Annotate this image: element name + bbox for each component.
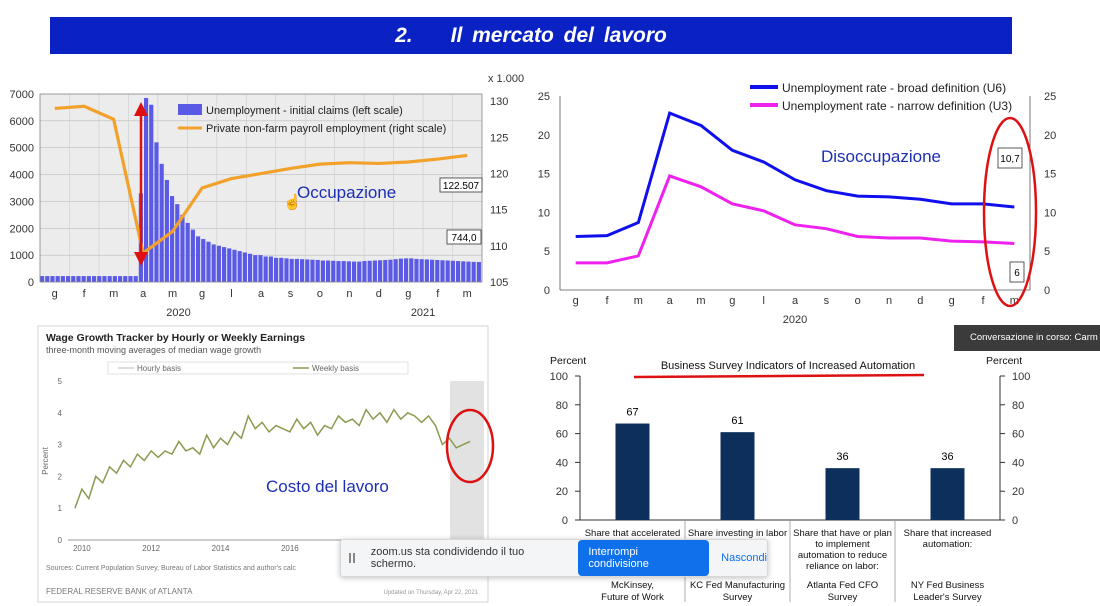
claims-bar [446,261,450,282]
x-tick: m [462,288,472,300]
claims-bar [160,164,164,282]
hide-button[interactable]: Nascondi [721,552,767,564]
source-label: Leader's Survey [913,592,982,603]
category-label: automation to reduce [797,550,888,561]
recession-shade [450,381,484,540]
y-tick-right: 10 [1044,207,1057,220]
claims-bar [321,261,325,282]
legend-label: Unemployment rate - narrow definition (U3) [782,99,1013,113]
claims-bar [279,258,283,282]
y-tick-right: 0 [1012,515,1019,527]
value-label: 6 [1014,268,1020,279]
claims-bar [206,242,210,282]
claims-bar [87,276,91,282]
claims-bar [222,247,226,282]
category-label: automation: [922,539,973,550]
claims-bar [264,256,268,282]
claims-bar [388,260,392,282]
y-label: Percent [41,447,50,475]
claims-bar [383,260,387,282]
claims-bar [357,262,361,282]
claims-bar [40,276,44,282]
footer-logo: FEDERAL RESERVE BANK of ATLANTA [46,587,193,596]
claims-bar [373,261,377,282]
claims-bar [409,258,413,282]
x-tick: 2014 [211,544,230,553]
x-tick: m [696,295,706,307]
claims-bar [461,261,465,282]
x-tick: m [109,288,119,300]
source-label: Survey [722,592,753,603]
x-tick: l [762,295,765,307]
legend-swatch-claims [178,104,202,115]
value-label: 122.507 [442,181,480,192]
claims-bar [316,260,320,282]
slide-title [50,17,1012,54]
y-tick: 5 [57,377,62,386]
x-tick: 2010 [72,544,91,553]
claims-bar [201,239,205,282]
claims-bar [253,255,257,282]
y-tick-right: 15 [1044,168,1057,181]
slide-number: 2. [395,24,413,47]
y-right-tick: 130 [490,96,509,109]
claims-bar [191,230,195,282]
y-tick-right: 60 [1012,428,1025,441]
claims-bar [212,244,216,282]
source-label: Survey [827,592,858,603]
x-tick: n [885,295,893,307]
y-tick-right: 20 [1044,129,1057,142]
y-tick: 60 [555,428,568,441]
value-label: 744,0 [451,233,477,244]
x-tick: 2012 [142,544,161,553]
y-tick: 0 [561,515,568,527]
claims-bar [50,276,54,282]
y-tick: 4 [57,408,62,418]
red-underline [634,375,924,377]
x-tick: n [346,288,353,300]
claims-bar [149,105,153,282]
x-tick: m [168,288,178,300]
costo-lavoro-annotation: Costo del lavoro [266,477,389,496]
claims-bar [108,276,112,282]
claims-bar [347,261,351,282]
y-tick: 15 [537,168,550,181]
claims-bar [414,259,418,282]
y-right-tick: 120 [490,168,509,181]
claims-bar [326,261,330,282]
y-right-tick: 115 [490,204,508,217]
chart-title: Wage Growth Tracker by Hourly or Weekly Earnings [46,332,306,344]
x-tick: a [257,288,265,300]
y-tick-right: 20 [1012,486,1025,499]
claims-bar [430,260,434,282]
updated-note: Updated on Thursday, Apr 22, 2021 [383,590,478,596]
legend-label: Unemployment rate - broad definition (U6) [782,81,1007,95]
claims-bar [123,276,127,282]
y-tick: 5 [543,246,550,259]
x-tick: 2016 [280,544,299,553]
category-label: reliance on labor: [806,561,879,572]
legend-label: Unemployment - initial claims (left scale) [206,105,403,117]
claims-bar [435,260,439,282]
claims-bar [217,246,221,282]
x-tick: g [729,295,736,307]
claims-bar [399,259,403,282]
disoccupazione-annotation: Disoccupazione [821,147,942,166]
x-tick: m [633,295,643,307]
source-label: McKinsey, [610,580,655,591]
claims-bar [336,261,340,282]
x-tick: a [140,288,147,300]
bar-value-label: 67 [626,406,639,419]
claims-bar [196,236,200,282]
claims-bar [269,256,273,282]
share-status-text: zoom.us sta condividendo il tuo schermo. [370,546,525,570]
y-left-tick: 2000 [9,223,34,236]
x-tick: f [436,288,440,300]
claims-bar [76,276,80,282]
drag-handle-icon[interactable] [349,553,359,563]
bar-value-label: 61 [731,415,744,428]
claims-bar [310,260,314,282]
claims-bar [154,142,158,282]
claims-bar [477,262,481,282]
x-tick: g [572,295,579,307]
claims-bar [290,259,294,282]
y-tick: 40 [555,457,568,470]
y-tick: 3 [57,440,62,450]
claims-bar [425,259,429,282]
claims-bar [71,276,75,282]
y-label: Percent [550,355,587,367]
y-tick: 100 [549,371,568,383]
bar-value-label: 36 [836,451,849,464]
y-tick-right: 0 [1044,285,1051,297]
u6-line [576,113,1015,236]
claims-bar [227,248,231,282]
claims-bar [451,261,455,282]
claims-bar [295,259,299,282]
x-tick: f [82,288,86,300]
claims-bar [362,261,366,282]
source-label: KC Fed Manufacturing [689,580,786,591]
multiplier-label: x 1.000 [488,73,525,85]
stop-sharing-button[interactable]: Interrompi condivisione [578,540,709,576]
claims-bar [378,260,382,282]
x-tick: s [823,295,830,307]
category-label: to implement [815,539,870,550]
legend-label: Private non-farm payroll employment (right scale) [206,123,447,135]
x-tick: o [316,288,323,300]
source-note: Sources: Current Population Survey, Bureau of Labor Statistics and author's calc [46,565,296,572]
y-tick-right: 80 [1012,399,1025,412]
claims-bar [56,276,60,282]
y-tick: 20 [537,129,550,142]
category-label: Share investing in labor [687,528,788,539]
claims-bar [97,276,101,282]
claims-bar [404,258,408,282]
claims-bar [118,276,122,282]
hand-cursor-icon: ☝ [283,194,302,211]
claims-bar [394,259,398,282]
claims-bar [331,261,335,282]
claims-bar [243,252,247,282]
automation-bar [721,432,755,520]
claims-bar [305,259,309,282]
claims-bar [300,259,304,282]
claims-bar [248,254,252,282]
legend-label: Weekly basis [312,364,359,373]
conversation-tooltip: Conversazione in corso: Carm [954,325,1100,351]
x-tick: g [199,288,206,300]
source-label: NY Fed Business [910,580,985,591]
y-tick: 25 [537,91,550,103]
u3-line [576,176,1015,263]
x-tick: f [981,295,985,307]
y-tick-right: 25 [1044,91,1057,103]
y-tick-right: 100 [1012,371,1031,383]
y-right-tick: 110 [490,240,508,253]
legend-label: Hourly basis [137,364,182,373]
claims-bar [165,180,169,282]
automation-bar [826,468,860,520]
y-tick: 10 [537,207,550,220]
claims-bar [66,276,70,282]
automation-bar [616,424,650,520]
bar-value-label: 36 [941,451,954,464]
chart-title: Business Survey Indicators of Increased Automation [660,360,916,372]
x-year: 2020 [782,314,808,326]
x-tick: a [666,295,673,307]
occupazione-annotation: Occupazione [297,183,397,202]
claims-bar [82,276,86,282]
x-tick: l [230,288,233,300]
claims-bar [352,262,356,282]
x-year: 2021 [410,307,436,319]
claims-bar [274,258,278,282]
claims-bar [466,262,470,282]
x-tick: d [917,295,924,307]
claims-bar [368,261,372,282]
x-tick: s [287,288,294,300]
x-tick: o [854,295,861,307]
y-left-tick: 7000 [9,89,34,101]
y-right-tick: 105 [490,277,509,289]
source-label: Future of Work [601,592,664,603]
y-left-tick: 1000 [9,250,34,263]
claims-bar [420,259,424,282]
y-label-right: Percent [986,355,1023,367]
claims-bar [440,260,444,282]
slide-title-text: Il mercato del lavoro [450,24,667,47]
y-left-tick: 6000 [9,115,34,128]
claims-bar [170,196,174,282]
claims-bar [258,255,262,282]
unemployment-chart [520,62,1100,332]
y-left-tick: 4000 [9,169,34,182]
y-tick: 80 [555,399,568,412]
claims-bar [92,276,96,282]
y-tick-right: 40 [1012,457,1025,470]
y-tick: 2 [57,472,62,482]
x-tick: g [51,288,58,300]
claims-bar [45,276,49,282]
claims-bar [342,261,346,282]
claims-bar [134,276,138,282]
y-left-tick: 0 [27,277,34,289]
y-left-tick: 3000 [9,196,34,209]
claims-bar [61,276,65,282]
category-label: Share that have or plan [793,528,892,539]
x-tick: f [605,295,609,307]
y-left-tick: 5000 [9,142,34,155]
claims-bar [102,276,106,282]
x-tick: g [948,295,955,307]
y-tick: 0 [543,285,550,297]
x-tick: m [1009,295,1019,307]
claims-bar [456,261,460,282]
y-tick: 0 [57,536,62,545]
claims-bar [472,262,476,282]
claims-bar [284,258,288,282]
y-tick: 1 [57,504,62,514]
claims-bar [113,276,117,282]
claims-bar [128,276,132,282]
employment-chart [0,62,525,327]
y-tick-right: 5 [1044,246,1051,259]
zoom-share-bar [340,539,768,577]
claims-bar [180,215,184,282]
claims-bar [175,204,179,282]
claims-bar [238,251,242,282]
category-label: Share that accelerated [584,528,681,539]
category-label: Share that increased [903,528,992,539]
y-tick: 20 [555,486,568,499]
x-tick: d [375,288,382,300]
automation-bar [931,468,965,520]
source-label: Atlanta Fed CFO [806,580,879,591]
claims-bar [232,250,236,282]
x-tick: g [405,288,412,300]
claims-bar [186,223,190,282]
y-right-tick: 125 [490,132,509,145]
x-tick: a [791,295,799,307]
x-year: 2020 [166,307,191,319]
value-label: 10,7 [1000,154,1020,165]
chart-subtitle: three-month moving averages of median wage growth [46,345,262,355]
